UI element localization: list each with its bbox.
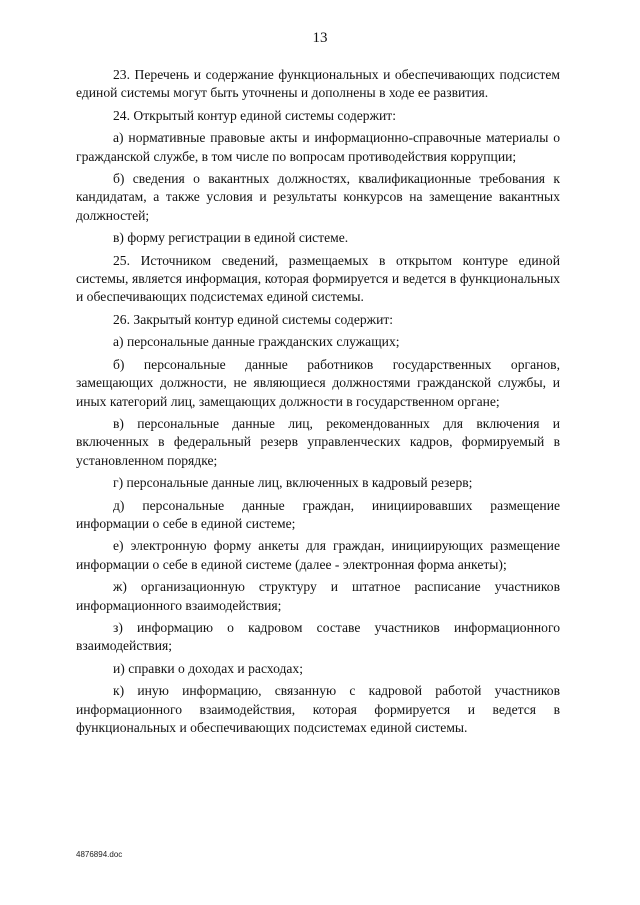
list-item-26g: г) персональные данные лиц, включенных в кадровый резерв;	[113, 475, 473, 491]
list-item-26i: и) справки о доходах и расходах;	[113, 660, 303, 676]
paragraph-24: 24. Открытый контур единой системы содержит:	[113, 107, 396, 123]
list-item-26v: в) персональные данные лиц, рекомендованных для включения и включенных в федеральный резерв управленческих кадров, формируемый в установленном порядке;	[76, 415, 560, 468]
list-item-26a: а) персональные данные гражданских служащих;	[113, 334, 400, 350]
page-number: 13	[312, 30, 328, 46]
list-item-26b: б) персональные данные работников государственных органов, замещающих должности, не являющиеся должностями гражданской службы, и иных категорий лиц, замещающих должности в государственном органе;	[76, 356, 560, 409]
list-item-26d: д) персональные данные граждан, инициировавших размещение информации о себе в единой системе;	[76, 497, 560, 531]
list-item-26zh: ж) организационную структуру и штатное расписание участников информационного взаимодействия;	[76, 579, 560, 613]
paragraph-26: 26. Закрытый контур единой системы содержит:	[113, 311, 394, 327]
document-file-reference: 4876894.doc	[76, 850, 123, 859]
list-item-26z: з) информацию о кадровом составе участников информационного взаимодействия;	[76, 619, 560, 654]
list-item-24v: в) форму регистрации в единой системе.	[113, 230, 349, 246]
list-item-26k: к) иную информацию, связанную с кадровой работой участников информационного взаимодействия, которая формируется и ведется в функциональных и обеспечивающих подсистемах единой системы.	[76, 683, 560, 735]
list-item-24b: б) сведения о вакантных должностях, квалификационные требования к кандидатам, а также условия и результаты конкурсов на замещение вакантных должностей;	[76, 171, 560, 223]
paragraph-23: 23. Перечень и содержание функциональных и обеспечивающих подсистем единой системы могут быть уточнены и дополнены в ходе ее развития.	[76, 67, 560, 101]
paragraph-25: 25. Источником сведений, размещаемых в открытом контуре единой системы, является информация, которая формируется и ведется в функциональных и обеспечивающих подсистемах единой системы.	[76, 252, 560, 305]
list-item-26e: е) электронную форму анкеты для граждан, инициирующих размещение информации о себе в единой системе (далее - электронная форма анкеты);	[76, 538, 560, 572]
document-body	[76, 66, 560, 741]
list-item-24a: а) нормативные правовые акты и информационно-справочные материалы о гражданской службе, в том числе по вопросам противодействия коррупции;	[76, 130, 560, 164]
